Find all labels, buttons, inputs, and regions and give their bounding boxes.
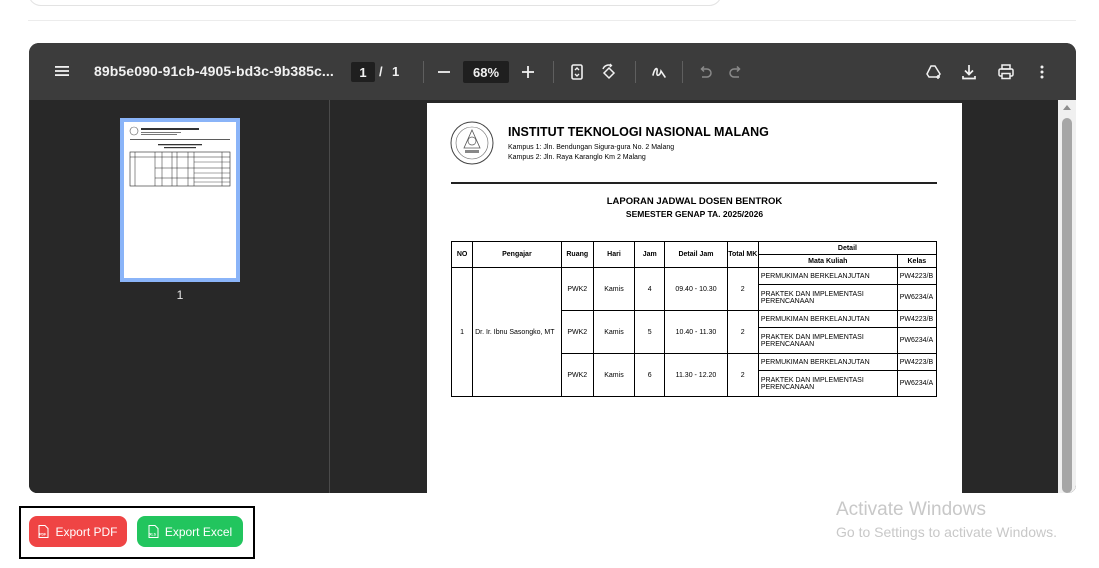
page-total: 1 bbox=[392, 64, 400, 79]
rotate-icon[interactable] bbox=[595, 58, 623, 86]
header-no: NO bbox=[452, 242, 473, 268]
document-page bbox=[427, 103, 962, 493]
document-title: 89b5e090-91cb-4905-bd3c-9b385c... bbox=[94, 63, 334, 79]
cell-hari: Kamis bbox=[593, 311, 634, 354]
cell-detail-jam: 11.30 - 12.20 bbox=[665, 354, 727, 397]
cell-ruang: PWK2 bbox=[561, 268, 593, 311]
cell-kelas: PW4223/B bbox=[897, 354, 936, 371]
header-total-mk: Total MK bbox=[727, 242, 758, 268]
thumbnail-sidebar bbox=[29, 100, 330, 493]
menu-icon[interactable] bbox=[48, 57, 76, 85]
drive-icon[interactable] bbox=[920, 58, 948, 86]
export-excel-button[interactable] bbox=[137, 516, 243, 547]
top-search-field[interactable] bbox=[28, 0, 722, 6]
cell-hari: Kamis bbox=[593, 354, 634, 397]
cell-ruang: PWK2 bbox=[561, 354, 593, 397]
pdf-file-icon bbox=[38, 525, 49, 538]
cell-ruang: PWK2 bbox=[561, 311, 593, 354]
header-detail: Detail bbox=[758, 242, 936, 255]
scroll-up-icon[interactable] bbox=[1063, 105, 1071, 110]
campus-2-address: Kampus 2: Jln. Raya Karanglo Km 2 Malang bbox=[508, 154, 646, 161]
pdf-icon-text: PDF bbox=[39, 532, 47, 537]
header-pengajar: Pengajar bbox=[473, 242, 562, 268]
cell-mata-kuliah: PERMUKIMAN BERKELANJUTAN bbox=[758, 354, 897, 371]
cell-mata-kuliah: PRAKTEK DAN IMPLEMENTASI PERENCANAAN bbox=[758, 371, 897, 397]
zoom-input[interactable]: 68% bbox=[463, 61, 509, 83]
cell-detail-jam: 10.40 - 11.30 bbox=[665, 311, 727, 354]
cell-total-mk: 2 bbox=[727, 354, 758, 397]
xls-file-icon bbox=[148, 525, 159, 538]
scrollbar-thumb[interactable] bbox=[1062, 118, 1072, 493]
cell-pengajar: Dr. Ir. Ibnu Sasongko, MT bbox=[473, 268, 562, 397]
zoom-in-icon[interactable] bbox=[514, 58, 542, 86]
schedule-table bbox=[451, 241, 937, 397]
activation-watermark-subtitle: Go to Settings to activate Windows. bbox=[836, 524, 1057, 540]
pdf-viewer bbox=[29, 43, 1076, 493]
report-subtitle: SEMESTER GENAP TA. 2025/2026 bbox=[625, 209, 764, 219]
page-thumbnail[interactable] bbox=[120, 118, 240, 282]
cell-jam: 6 bbox=[635, 354, 665, 397]
cell-total-mk: 2 bbox=[727, 311, 758, 354]
cell-mata-kuliah: PRAKTEK DAN IMPLEMENTASI PERENCANAAN bbox=[758, 285, 897, 311]
institution-logo bbox=[449, 120, 495, 166]
cell-kelas: PW6234/A bbox=[897, 371, 936, 397]
cell-kelas: PW6234/A bbox=[897, 328, 936, 354]
export-pdf-label: Export PDF bbox=[55, 524, 118, 539]
header-detail-jam: Detail Jam bbox=[665, 242, 727, 268]
cell-jam: 5 bbox=[635, 311, 665, 354]
print-icon[interactable] bbox=[992, 58, 1020, 86]
cell-mata-kuliah: PERMUKIMAN BERKELANJUTAN bbox=[758, 268, 897, 285]
header-jam: Jam bbox=[635, 242, 665, 268]
header-rule bbox=[451, 182, 937, 184]
page-separator: / bbox=[379, 64, 383, 79]
export-pdf-button[interactable] bbox=[29, 516, 127, 547]
xls-icon-text: XLS bbox=[149, 532, 156, 537]
redo-icon[interactable] bbox=[722, 58, 750, 86]
cell-no: 1 bbox=[452, 268, 473, 397]
zoom-out-icon[interactable] bbox=[430, 58, 458, 86]
more-vert-icon[interactable] bbox=[1028, 58, 1056, 86]
cell-kelas: PW4223/B bbox=[897, 268, 936, 285]
toolbar-divider bbox=[423, 61, 424, 83]
cell-mata-kuliah: PERMUKIMAN BERKELANJUTAN bbox=[758, 311, 897, 328]
pdf-toolbar bbox=[29, 43, 1076, 100]
header-hari: Hari bbox=[593, 242, 634, 268]
cell-detail-jam: 09.40 - 10.30 bbox=[665, 268, 727, 311]
cell-kelas: PW6234/A bbox=[897, 285, 936, 311]
top-divider bbox=[28, 20, 1076, 21]
thumbnail-preview bbox=[124, 122, 236, 278]
document-canvas bbox=[331, 100, 1076, 493]
header-mata-kuliah: Mata Kuliah bbox=[758, 255, 897, 268]
toolbar-divider bbox=[682, 61, 683, 83]
cell-kelas: PW4223/B bbox=[897, 311, 936, 328]
cell-jam: 4 bbox=[635, 268, 665, 311]
toolbar-divider bbox=[635, 61, 636, 83]
draw-icon[interactable] bbox=[645, 58, 673, 86]
institution-name: INSTITUT TEKNOLOGI NASIONAL MALANG bbox=[508, 125, 769, 139]
cell-hari: Kamis bbox=[593, 268, 634, 311]
toolbar-divider bbox=[553, 61, 554, 83]
cell-total-mk: 2 bbox=[727, 268, 758, 311]
page-number-input[interactable]: 1 bbox=[351, 62, 375, 82]
header-ruang: Ruang bbox=[561, 242, 593, 268]
export-excel-label: Export Excel bbox=[164, 524, 233, 539]
campus-1-address: Kampus 1: Jln. Bendungan Sigura-gura No. 2 Malang bbox=[508, 144, 675, 151]
thumbnail-page-number: 1 bbox=[176, 288, 184, 302]
download-icon[interactable] bbox=[955, 58, 983, 86]
fit-page-icon[interactable] bbox=[563, 58, 591, 86]
cell-mata-kuliah: PRAKTEK DAN IMPLEMENTASI PERENCANAAN bbox=[758, 328, 897, 354]
table-row bbox=[452, 268, 937, 285]
report-title: LAPORAN JADWAL DOSEN BENTROK bbox=[606, 196, 783, 207]
undo-icon[interactable] bbox=[691, 58, 719, 86]
activation-watermark-title: Activate Windows bbox=[836, 499, 986, 520]
header-kelas: Kelas bbox=[897, 255, 936, 268]
